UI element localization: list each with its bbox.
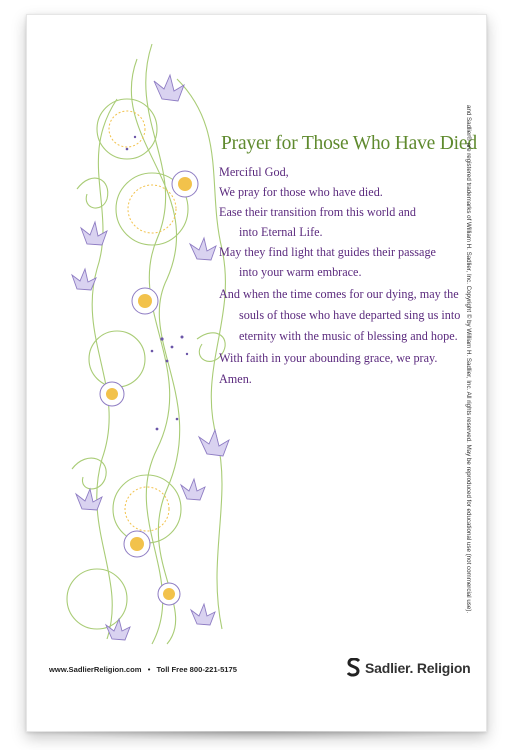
prayer-line: May they find light that guides their passage bbox=[219, 245, 436, 259]
prayer-line: Merciful God, bbox=[219, 165, 289, 179]
prayer-line: into Eternal Life. bbox=[239, 225, 323, 239]
footer-contact bbox=[49, 665, 237, 674]
website-link[interactable]: www.SadlierReligion.com bbox=[49, 665, 142, 674]
footer-separator: • bbox=[147, 665, 151, 674]
copyright-text: and Sadlier® are registered trademarks of William H. Sadlier, Inc. Copyright © by William H. Sadlier, Inc. All rights reserved. May be reproduced for educational use (not commercial use). bbox=[465, 105, 472, 614]
prayer-line: And when the time comes for our dying, may the bbox=[219, 287, 459, 301]
prayer-line: eternity with the music of blessing and hope. bbox=[239, 329, 458, 343]
floral-vine-illustration bbox=[57, 39, 247, 649]
prayer-line: With faith in your abounding grace, we pray. bbox=[219, 351, 438, 365]
prayer-line: souls of those who have departed sing us into bbox=[239, 308, 461, 322]
copyright-notice bbox=[460, 105, 476, 625]
phone-number: Toll Free 800-221-5175 bbox=[156, 665, 237, 674]
prayer-line: We pray for those who have died. bbox=[219, 185, 383, 199]
prayer-line: Amen. bbox=[219, 372, 252, 386]
brand-name: Sadlier. Religion bbox=[365, 659, 471, 676]
sadlier-religion-logo bbox=[347, 658, 471, 677]
prayer-line: Ease their transition from this world and bbox=[219, 205, 416, 219]
prayer-line: into your warm embrace. bbox=[239, 265, 362, 279]
sadlier-s-icon bbox=[347, 658, 361, 677]
prayer-title: Prayer for Those Who Have Died bbox=[221, 133, 477, 154]
prayer-sheet bbox=[26, 14, 487, 732]
